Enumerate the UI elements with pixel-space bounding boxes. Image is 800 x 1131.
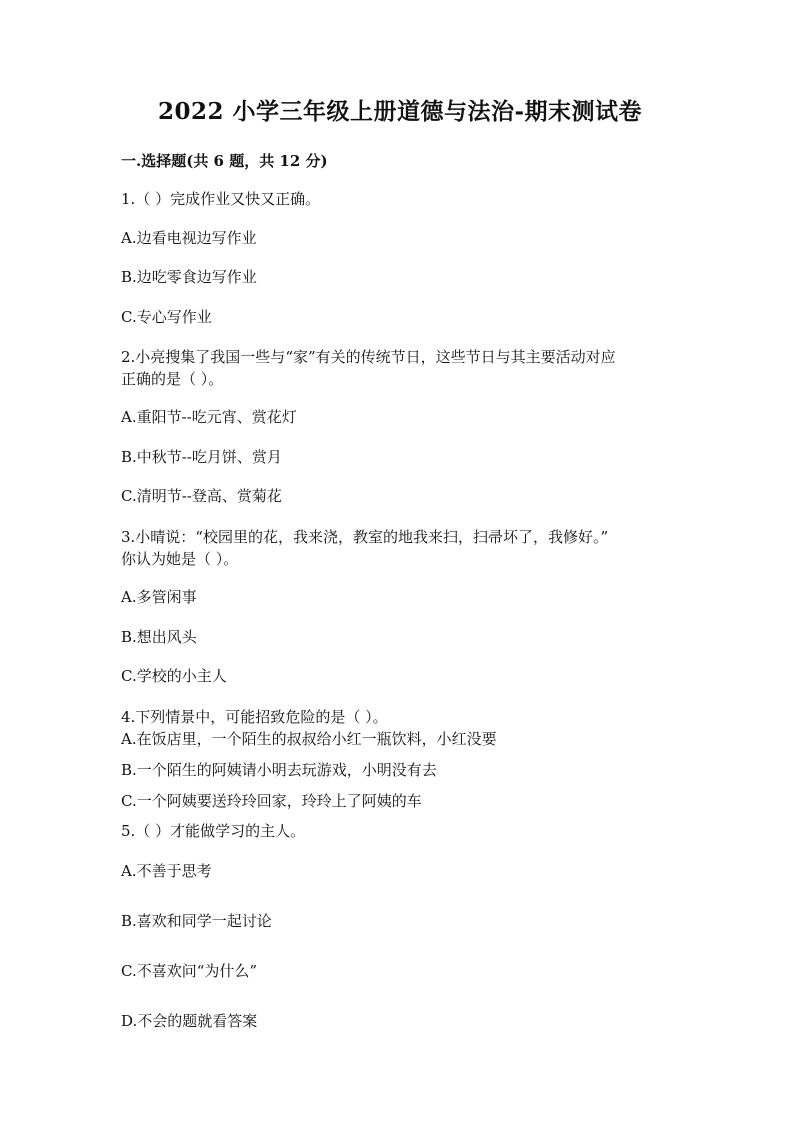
question-2-option-b: B.中秋节--吃月饼、赏月 xyxy=(121,448,282,466)
question-3-option-c: C.学校的小主人 xyxy=(121,667,227,685)
question-5-option-d: D.不会的题就看答案 xyxy=(121,1012,258,1030)
question-1-stem: 1.（ ）完成作业又快又正确。 xyxy=(121,190,321,208)
question-2-stem-line2: 正确的是（ ）。 xyxy=(121,370,224,388)
page-title: 2022 小学三年级上册道德与法治-期末测试卷 xyxy=(157,98,643,125)
question-5-option-c: C.不喜欢问“为什么” xyxy=(121,962,258,980)
question-2-option-c: C.清明节--登高、赏菊花 xyxy=(121,487,282,505)
question-5-option-a: A.不善于思考 xyxy=(121,862,212,880)
question-3-stem-line2: 你认为她是（ ）。 xyxy=(121,550,239,568)
section-heading: 一.选择题(共 6 题，共 12 分) xyxy=(121,152,328,170)
question-1-option-b: B.边吃零食边写作业 xyxy=(121,268,257,286)
question-3-stem-line1: 3.小晴说：“校园里的花，我来浇，教室的地我来扫，扫帚坏了，我修好。” xyxy=(121,528,609,546)
question-2-stem-line1: 2.小亮搜集了我国一些与“家”有关的传统节日，这些节日与其主要活动对应 xyxy=(121,348,616,366)
question-1-option-c: C.专心写作业 xyxy=(121,308,212,326)
question-4-stem: 4.下列情景中，可能招致危险的是（ ）。 xyxy=(121,708,388,726)
question-5-option-b: B.喜欢和同学一起讨论 xyxy=(121,912,272,930)
question-4-option-c: C.一个阿姨要送玲玲回家，玲玲上了阿姨的车 xyxy=(121,792,422,810)
question-3-option-a: A.多管闲事 xyxy=(121,588,197,606)
question-2-option-a: A.重阳节--吃元宵、赏花灯 xyxy=(121,408,297,426)
question-3-option-b: B.想出风头 xyxy=(121,628,197,646)
question-1-option-a: A.边看电视边写作业 xyxy=(121,229,257,247)
question-4-option-b: B.一个陌生的阿姨请小明去玩游戏，小明没有去 xyxy=(121,761,437,779)
question-4-option-a: A.在饭店里，一个陌生的叔叔给小红一瓶饮料，小红没要 xyxy=(121,730,497,748)
question-5-stem: 5.（ ）才能做学习的主人。 xyxy=(121,822,306,840)
